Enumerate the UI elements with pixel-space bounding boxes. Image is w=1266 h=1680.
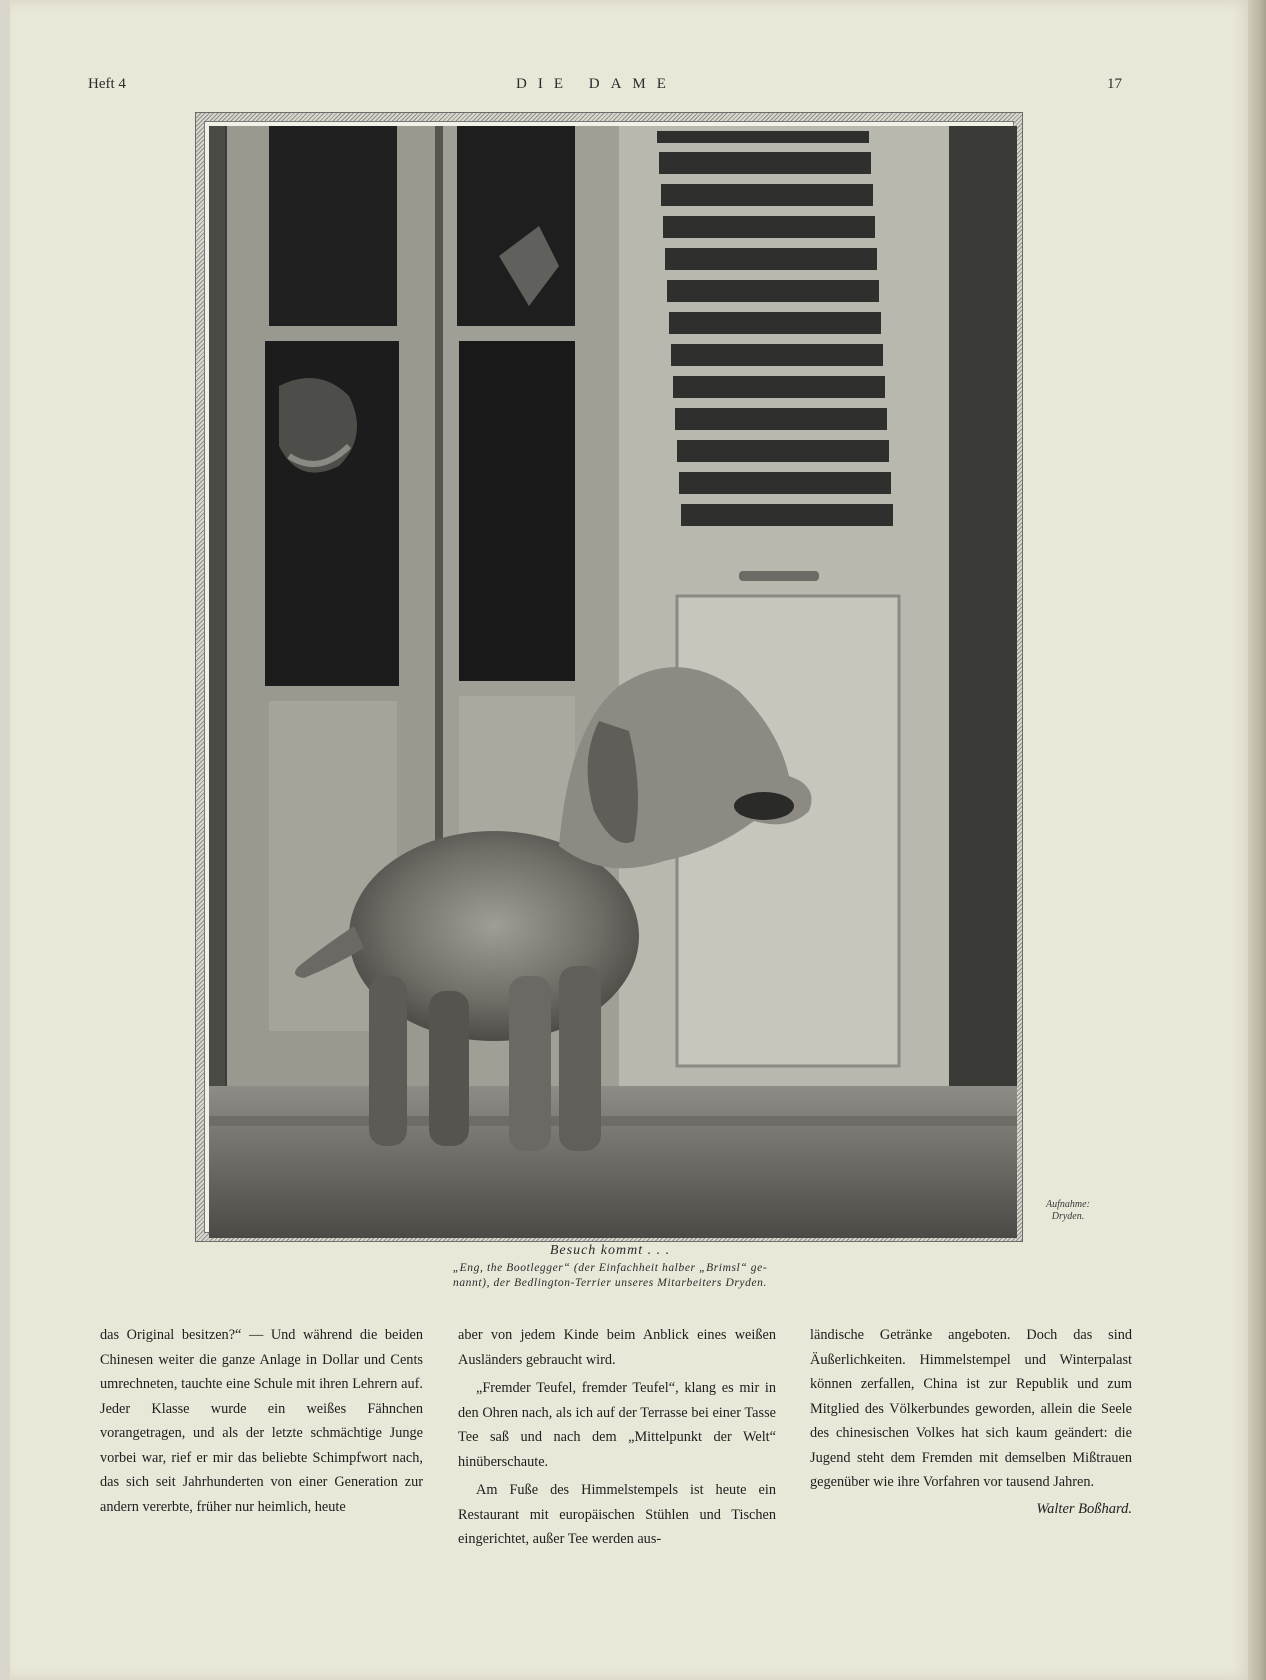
caption-line: „Eng, the Bootlegger“ (der Einfachheit halber „Brimsl“ ge- (452, 1262, 768, 1274)
article-paragraph: das Original besitzen?“ — Und während die beiden Chinesen weiter die ganze Anlage in Dollar und Cents umrechneten, tauchte eine Schule mit ihren Lehrern auf. Jeder Klasse wurde ein weißes Fähnchen vorangetragen, und als der letzte schmächtige Junge vorbei war, rief er mir das beliebte Schimpfwort nach, das sich seit Jahrhunderten von einer Generation zur andern vererbte, früher nur heimlich, heute (100, 1327, 423, 1515)
running-head (10, 76, 1266, 100)
photo-credit-name: Dryden. (1051, 1211, 1085, 1222)
magazine-page (10, 0, 1255, 1680)
issue-label: Heft 4 (88, 76, 126, 92)
caption-title: Besuch kommt . . . (549, 1243, 671, 1258)
article-paragraph: aber von jedem Kinde beim Anblick eines weißen Ausländers gebraucht wird. (458, 1327, 776, 1368)
article-paragraph: Am Fuße des Himmelstempels ist heute ein Restaurant mit europäischen Stühlen und Tischen eingerichtet, außer Tee werden aus- (458, 1482, 776, 1547)
magazine-title: DIE DAME (516, 76, 677, 92)
photo-frame (195, 112, 1023, 1242)
page-number: 17 (1107, 76, 1122, 92)
article-paragraph: ländische Getränke angeboten. Doch das sind Äußerlichkeiten. Himmelstempel und Winterpalast können zerfallen, China ist zur Republik und zum Mitglied des Völkerbundes geworden, allein die Seele des chinesischen Volkes hat sich kaum geändert: die Jugend steht dem Fremden mit demselben Mißtrauen gegenüber wie ihre Vorfahren vor tausend Jahren. (810, 1327, 1132, 1490)
article-column-1 (100, 1323, 423, 1519)
photo-credit (1028, 1199, 1108, 1223)
dog-photograph (209, 126, 1017, 1238)
author-signature: Walter Boßhard. (1036, 1500, 1132, 1517)
article-column-3 (810, 1323, 1132, 1521)
article-paragraph: „Fremder Teufel, fremder Teufel“, klang es mir in den Ohren nach, als ich auf der Terrasse bei einer Tasse Tee saß und nach dem „Mittelpunkt der Welt“ hinüberschaute. (458, 1380, 776, 1470)
photo-credit-label: Aufnahme: (1046, 1199, 1090, 1210)
photo-mat (204, 121, 1014, 1233)
caption-line: nannt), der Bedlington-Terrier unseres Mitarbeiters Dryden. (452, 1277, 768, 1289)
dog-at-door-illustration (209, 126, 1017, 1238)
page-edge (1248, 0, 1266, 1680)
photo-caption (390, 1243, 830, 1291)
article-column-2 (458, 1323, 776, 1552)
